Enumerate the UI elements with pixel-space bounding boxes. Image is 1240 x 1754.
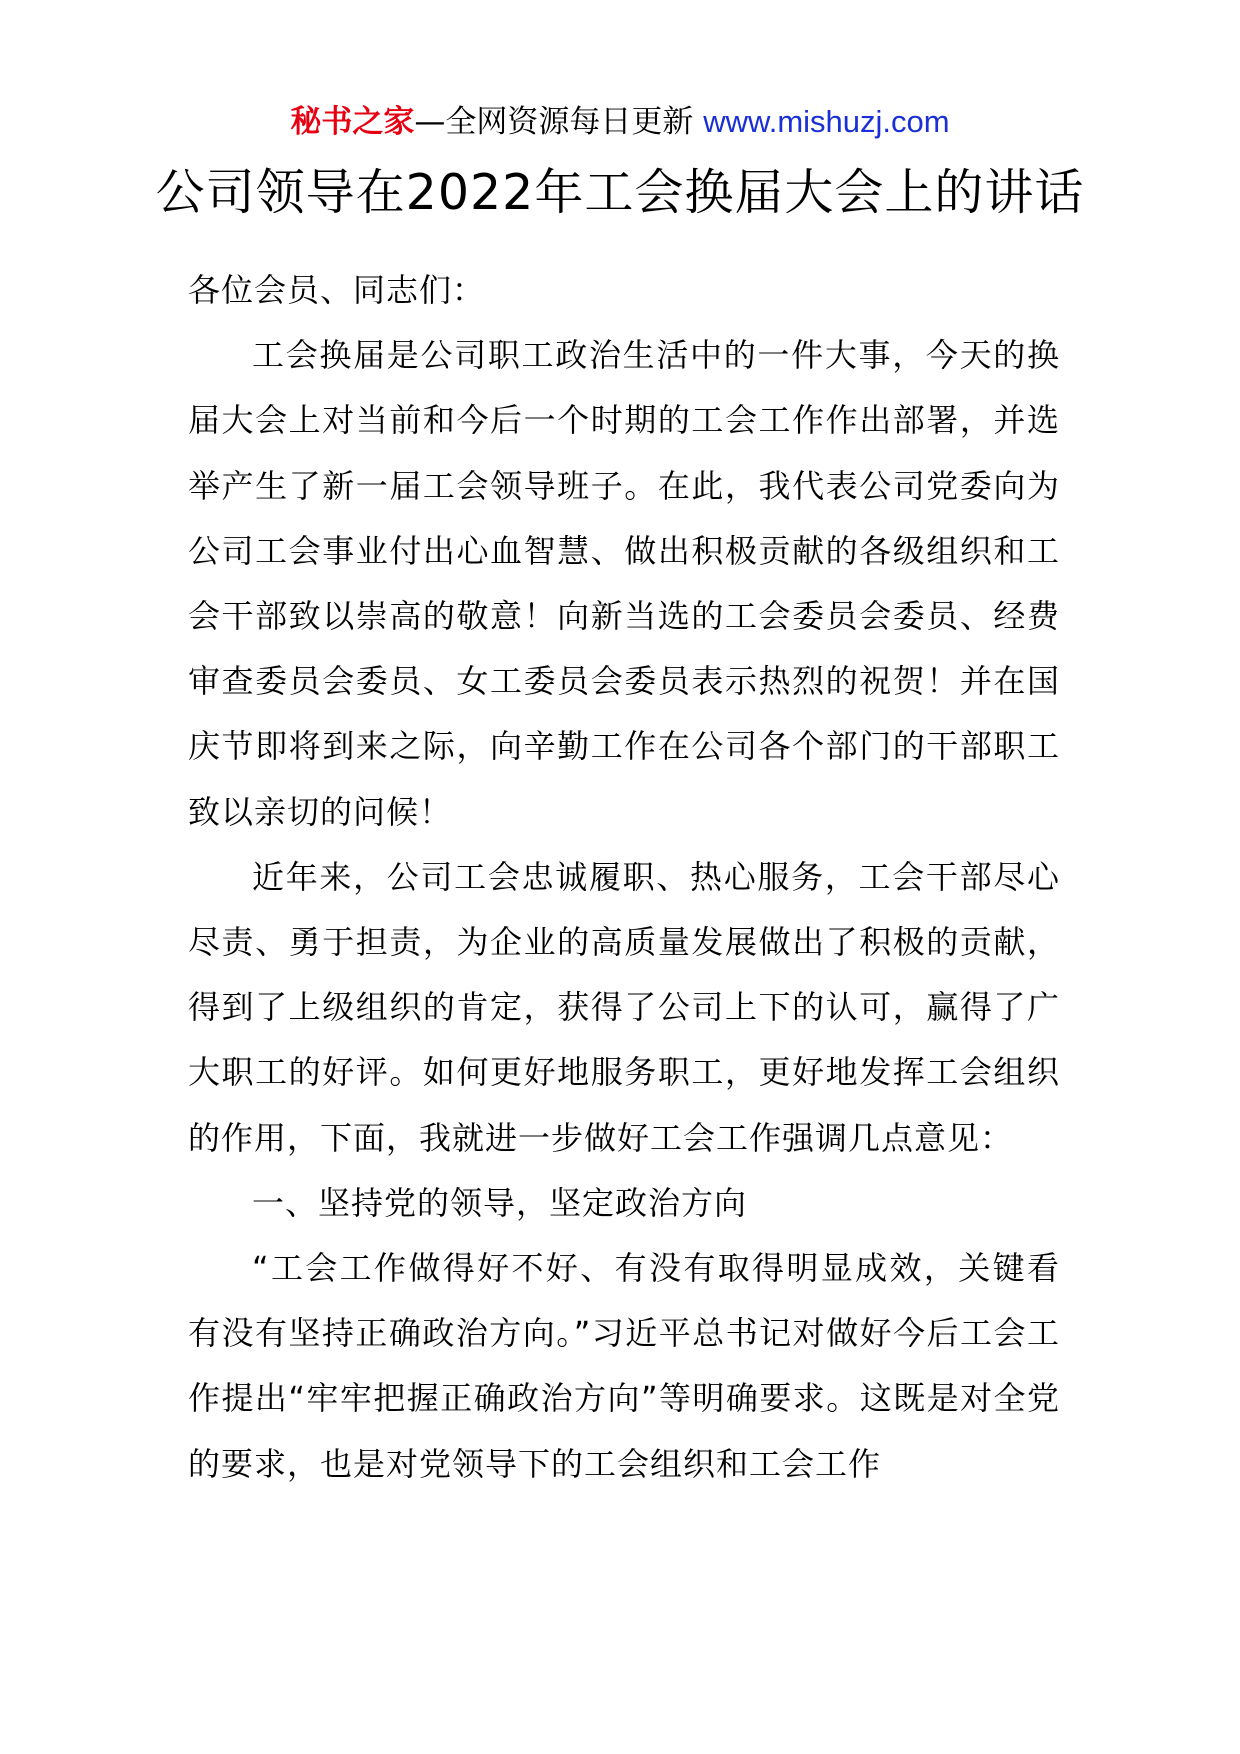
salutation: 各位会员、同志们： [188, 271, 486, 309]
document-title: 公司领导在2022年工会换届大会上的讲话 [155, 164, 1085, 221]
section-heading: 一、坚持党的领导，坚定政治方向 [252, 1183, 748, 1222]
paragraph-1: 工会换届是公司职工政治生活中的一件大事，今天的换届大会上对当前和今后一个时期的工会工作作出部署，并选举产生了新一届工会领导班子。在此，我代表公司党委向为公司工会事业付出心血智慧、做出积极贡献的各级组织和工会干部致以崇高的敬意！向新当选的工会委员会委员、经费审查委员会委员、女工委员会委员表示热烈的祝贺！并在国庆节即将到来之际，向辛勤工作在公司各个部门的干部职工致以亲切的问候！ [188, 336, 1060, 831]
site-header [0, 100, 1240, 144]
header-slogan: —全网资源每日更新 [414, 104, 704, 140]
paragraph-2: 近年来，公司工会忠诚履职、热心服务，工会干部尽心尽责、勇于担责，为企业的高质量发展做出了积极的贡献，得到了上级组织的肯定，获得了公司上下的认可，赢得了广大职工的好评。如何更好地服务职工，更好地发挥工会组织的作用，下面，我就进一步做好工会工作强调几点意见： [188, 857, 1060, 1157]
site-url[interactable]: www.mishuzj.com [703, 104, 950, 139]
section-paragraph: “工会工作做得好不好、有没有取得明显成效，关键看有没有坚持正确政治方向。”习近平总书记对做好今后工会工作提出“牢牢把握正确政治方向”等明确要求。这既是对全党的要求，也是对党领导下的工会组织和工会工作 [188, 1249, 1060, 1483]
brand-name: 秘书之家 [290, 104, 415, 140]
document-body [188, 258, 1060, 1497]
